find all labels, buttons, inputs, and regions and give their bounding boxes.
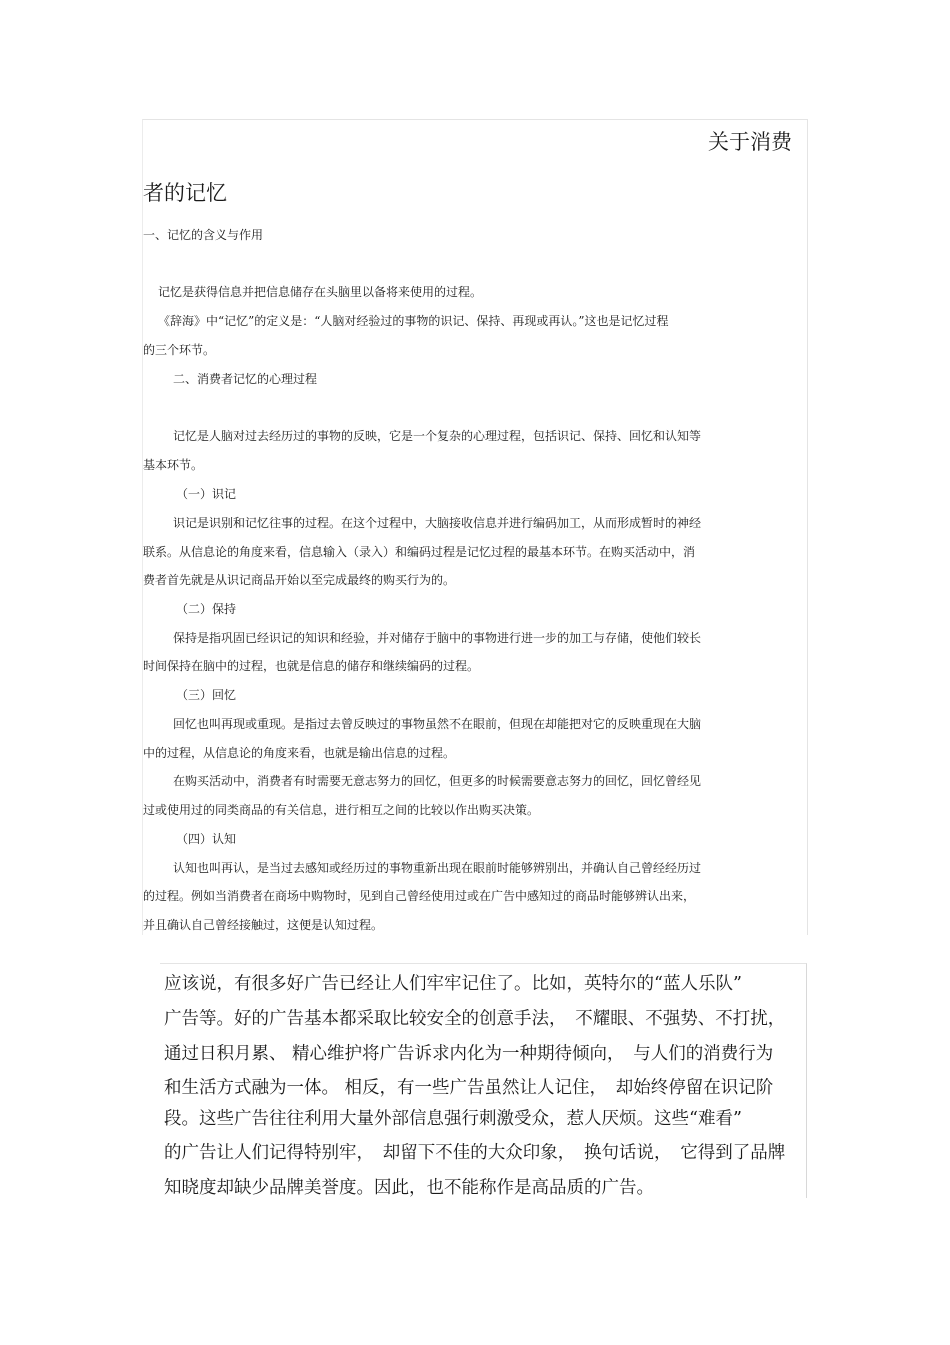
section2-heading: 二、消费者记忆的心理过程 [173,372,318,386]
subsection1-line2: 联系。从信息论的角度来看，信息输入（录入）和编码过程是记忆过程的最基本环节。在购买活动中，消 [143,545,696,559]
subsection2-line1: 保持是指巩固已经识记的知识和经验，并对储存于脑中的事物进行进一步的加工与存储，使他们较长 [173,631,702,645]
section1-paragraph1: 记忆是获得信息并把信息储存在头脑里以备将来使用的过程。 [158,285,483,299]
closing-line4: 和生活方式融为一体。 相反，有一些广告虽然让人记住， 却始终停留在识记阶 [164,1078,774,1098]
subsection1-heading: （一）识记 [176,487,237,501]
section1-paragraph2-line2: 的三个环节。 [143,343,216,357]
subsection3-heading: （三）回忆 [176,688,237,702]
subsection4-heading: （四）认知 [176,832,237,846]
subsection3-line2: 中的过程，从信息论的角度来看，也就是输出信息的过程。 [143,746,456,760]
subsection3-line3: 在购买活动中，消费者有时需要无意志努力的回忆，但更多的时候需要意志努力的回忆，回忆曾经见 [173,774,702,788]
closing-line3: 通过日积月累、 精心维护将广告诉求内化为一种期待倾向， 与人们的消费行为 [164,1044,774,1064]
title-part1: 关于消费 [708,130,792,154]
subsection4-line3: 并且确认自己曾经接触过，这便是认知过程。 [143,918,384,932]
subsection4-line2: 的过程。例如当消费者在商场中购物时，见到自己曾经使用过或在广告中感知过的商品时能够辨认出来， [143,889,696,903]
closing-line1: 应该说，有很多好广告已经让人们牢牢记住了。比如，英特尔的“蓝人乐队” [164,974,742,994]
subsection2-line2: 时间保持在脑中的过程，也就是信息的储存和继续编码的过程。 [143,659,480,673]
subsection3-line4: 过或使用过的同类商品的有关信息，进行相互之间的比较以作出购买决策。 [143,803,540,817]
subsection4-line1: 认知也叫再认，是当过去感知或经历过的事物重新出现在眼前时能够辨别出，并确认自己曾经经历过 [173,861,702,875]
section1-paragraph2-line1: 《辞海》中“记忆”的定义是：“人脑对经验过的事物的识记、保持、再现或再认。”这也是记忆过程 [158,314,669,328]
closing-line5: 段。这些广告往往利用大量外部信息强行刺激受众，惹人厌烦。这些“难看” [164,1109,742,1129]
section1-heading: 一、记忆的含义与作用 [143,228,264,242]
closing-line6: 的广告让人们记得特别牢， 却留下不佳的大众印象， 换句话说， 它得到了品牌 [164,1143,786,1163]
subsection1-line1: 识记是识别和记忆往事的过程。在这个过程中，大脑接收信息并进行编码加工，从而形成暂时的神经 [173,516,702,530]
closing-line7: 知晓度却缺少品牌美誉度。因此，也不能称作是高品质的广告。 [164,1178,654,1198]
subsection3-line1: 回忆也叫再现或重现。是指过去曾反映过的事物虽然不在眼前，但现在却能把对它的反映重现在大脑 [173,717,702,731]
title-part2: 者的记忆 [143,181,227,205]
subsection1-line3: 费者首先就是从识记商品开始以至完成最终的购买行为的。 [143,573,456,587]
closing-line2: 广告等。好的广告基本都采取比较安全的创意手法， 不耀眼、不强势、不打扰， [164,1009,786,1029]
section2-intro-line2: 基本环节。 [143,458,204,472]
section2-intro-line1: 记忆是人脑对过去经历过的事物的反映，它是一个复杂的心理过程，包括识记、保持、回忆和认知等 [173,429,702,443]
subsection2-heading: （二）保持 [176,602,237,616]
